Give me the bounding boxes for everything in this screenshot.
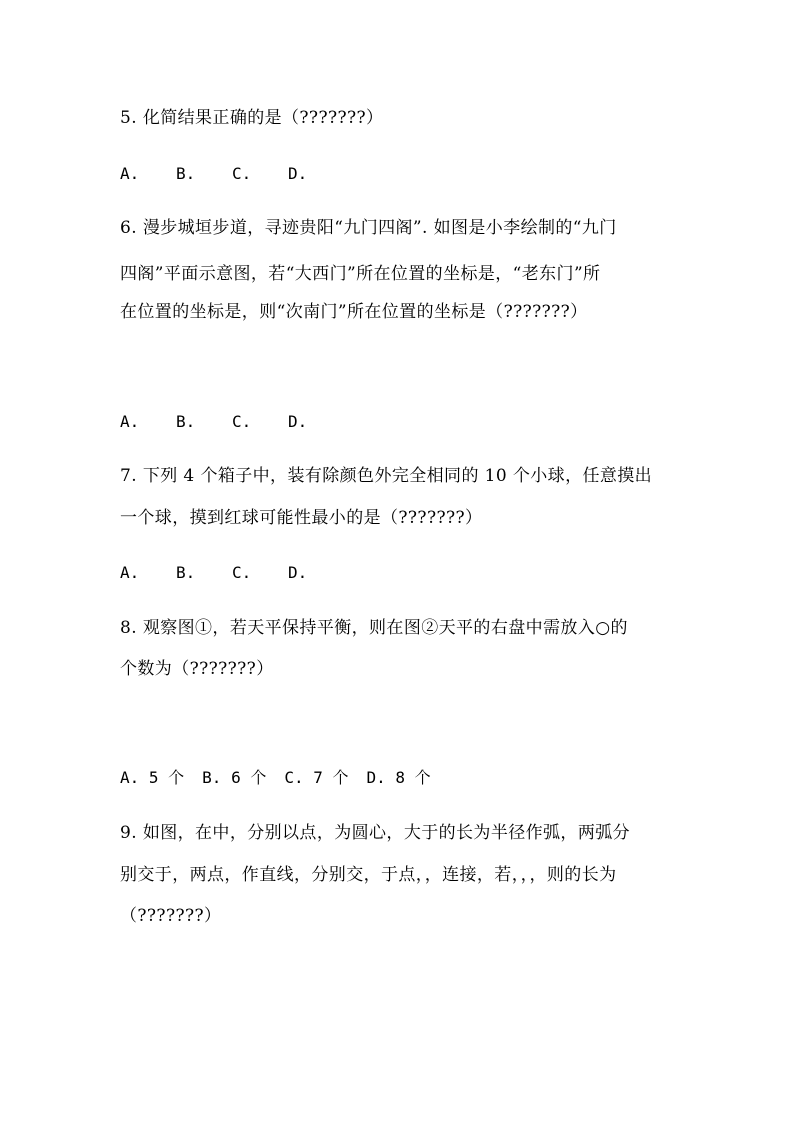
question-7-line-1: 7. 下列 4 个箱子中，装有除颜色外完全相同的 10 个小球，任意摸出 — [120, 466, 653, 486]
option-a: A. — [120, 563, 140, 582]
question-5-line-1: 5. 化简结果正确的是（???????） — [120, 108, 384, 128]
option-d: D. — [288, 563, 308, 582]
option-d: D. 8 个 — [366, 768, 431, 787]
question-8-options — [120, 768, 449, 788]
option-a: A. 5 个 — [120, 768, 185, 787]
option-a: A. — [120, 164, 140, 183]
option-d: D. — [288, 164, 308, 183]
question-9-line-3: （???????） — [120, 906, 222, 926]
question-6-options — [120, 412, 344, 432]
question-6-line-2: 四阁”平面示意图，若“大西门”所在位置的坐标是，“老东门”所 — [120, 264, 601, 284]
question-9-line-1: 9. 如图，在中，分别以点，为圆心，大于的长为半径作弧，两弧分 — [120, 823, 631, 843]
option-b: B. — [176, 563, 196, 582]
question-9-line-2: 别交于，两点，作直线，分别交，于点，，连接，若，，，则的长为 — [120, 865, 617, 885]
option-a: A. — [120, 412, 140, 431]
option-b: B. — [176, 164, 196, 183]
question-8-line-1: 8. 观察图①，若天平保持平衡，则在图②天平的右盘中需放入○的 — [120, 618, 628, 638]
question-6-line-3: 在位置的坐标是，则“次南门”所在位置的坐标是（???????） — [120, 302, 588, 322]
option-b: B. — [176, 412, 196, 431]
option-c: C. — [232, 164, 252, 183]
question-7-options — [120, 563, 344, 583]
option-c: C. — [232, 412, 252, 431]
option-b: B. 6 个 — [202, 768, 267, 787]
question-5-options — [120, 164, 344, 184]
option-d: D. — [288, 412, 308, 431]
option-c: C. 7 个 — [284, 768, 349, 787]
question-7-line-2: 一个球，摸到红球可能性最小的是（???????） — [120, 508, 483, 528]
question-8-line-2: 个数为（???????） — [120, 659, 274, 679]
question-6-line-1: 6. 漫步城垣步道，寻迹贵阳“九门四阁”. 如图是小李绘制的“九门 — [120, 218, 617, 238]
option-c: C. — [232, 563, 252, 582]
